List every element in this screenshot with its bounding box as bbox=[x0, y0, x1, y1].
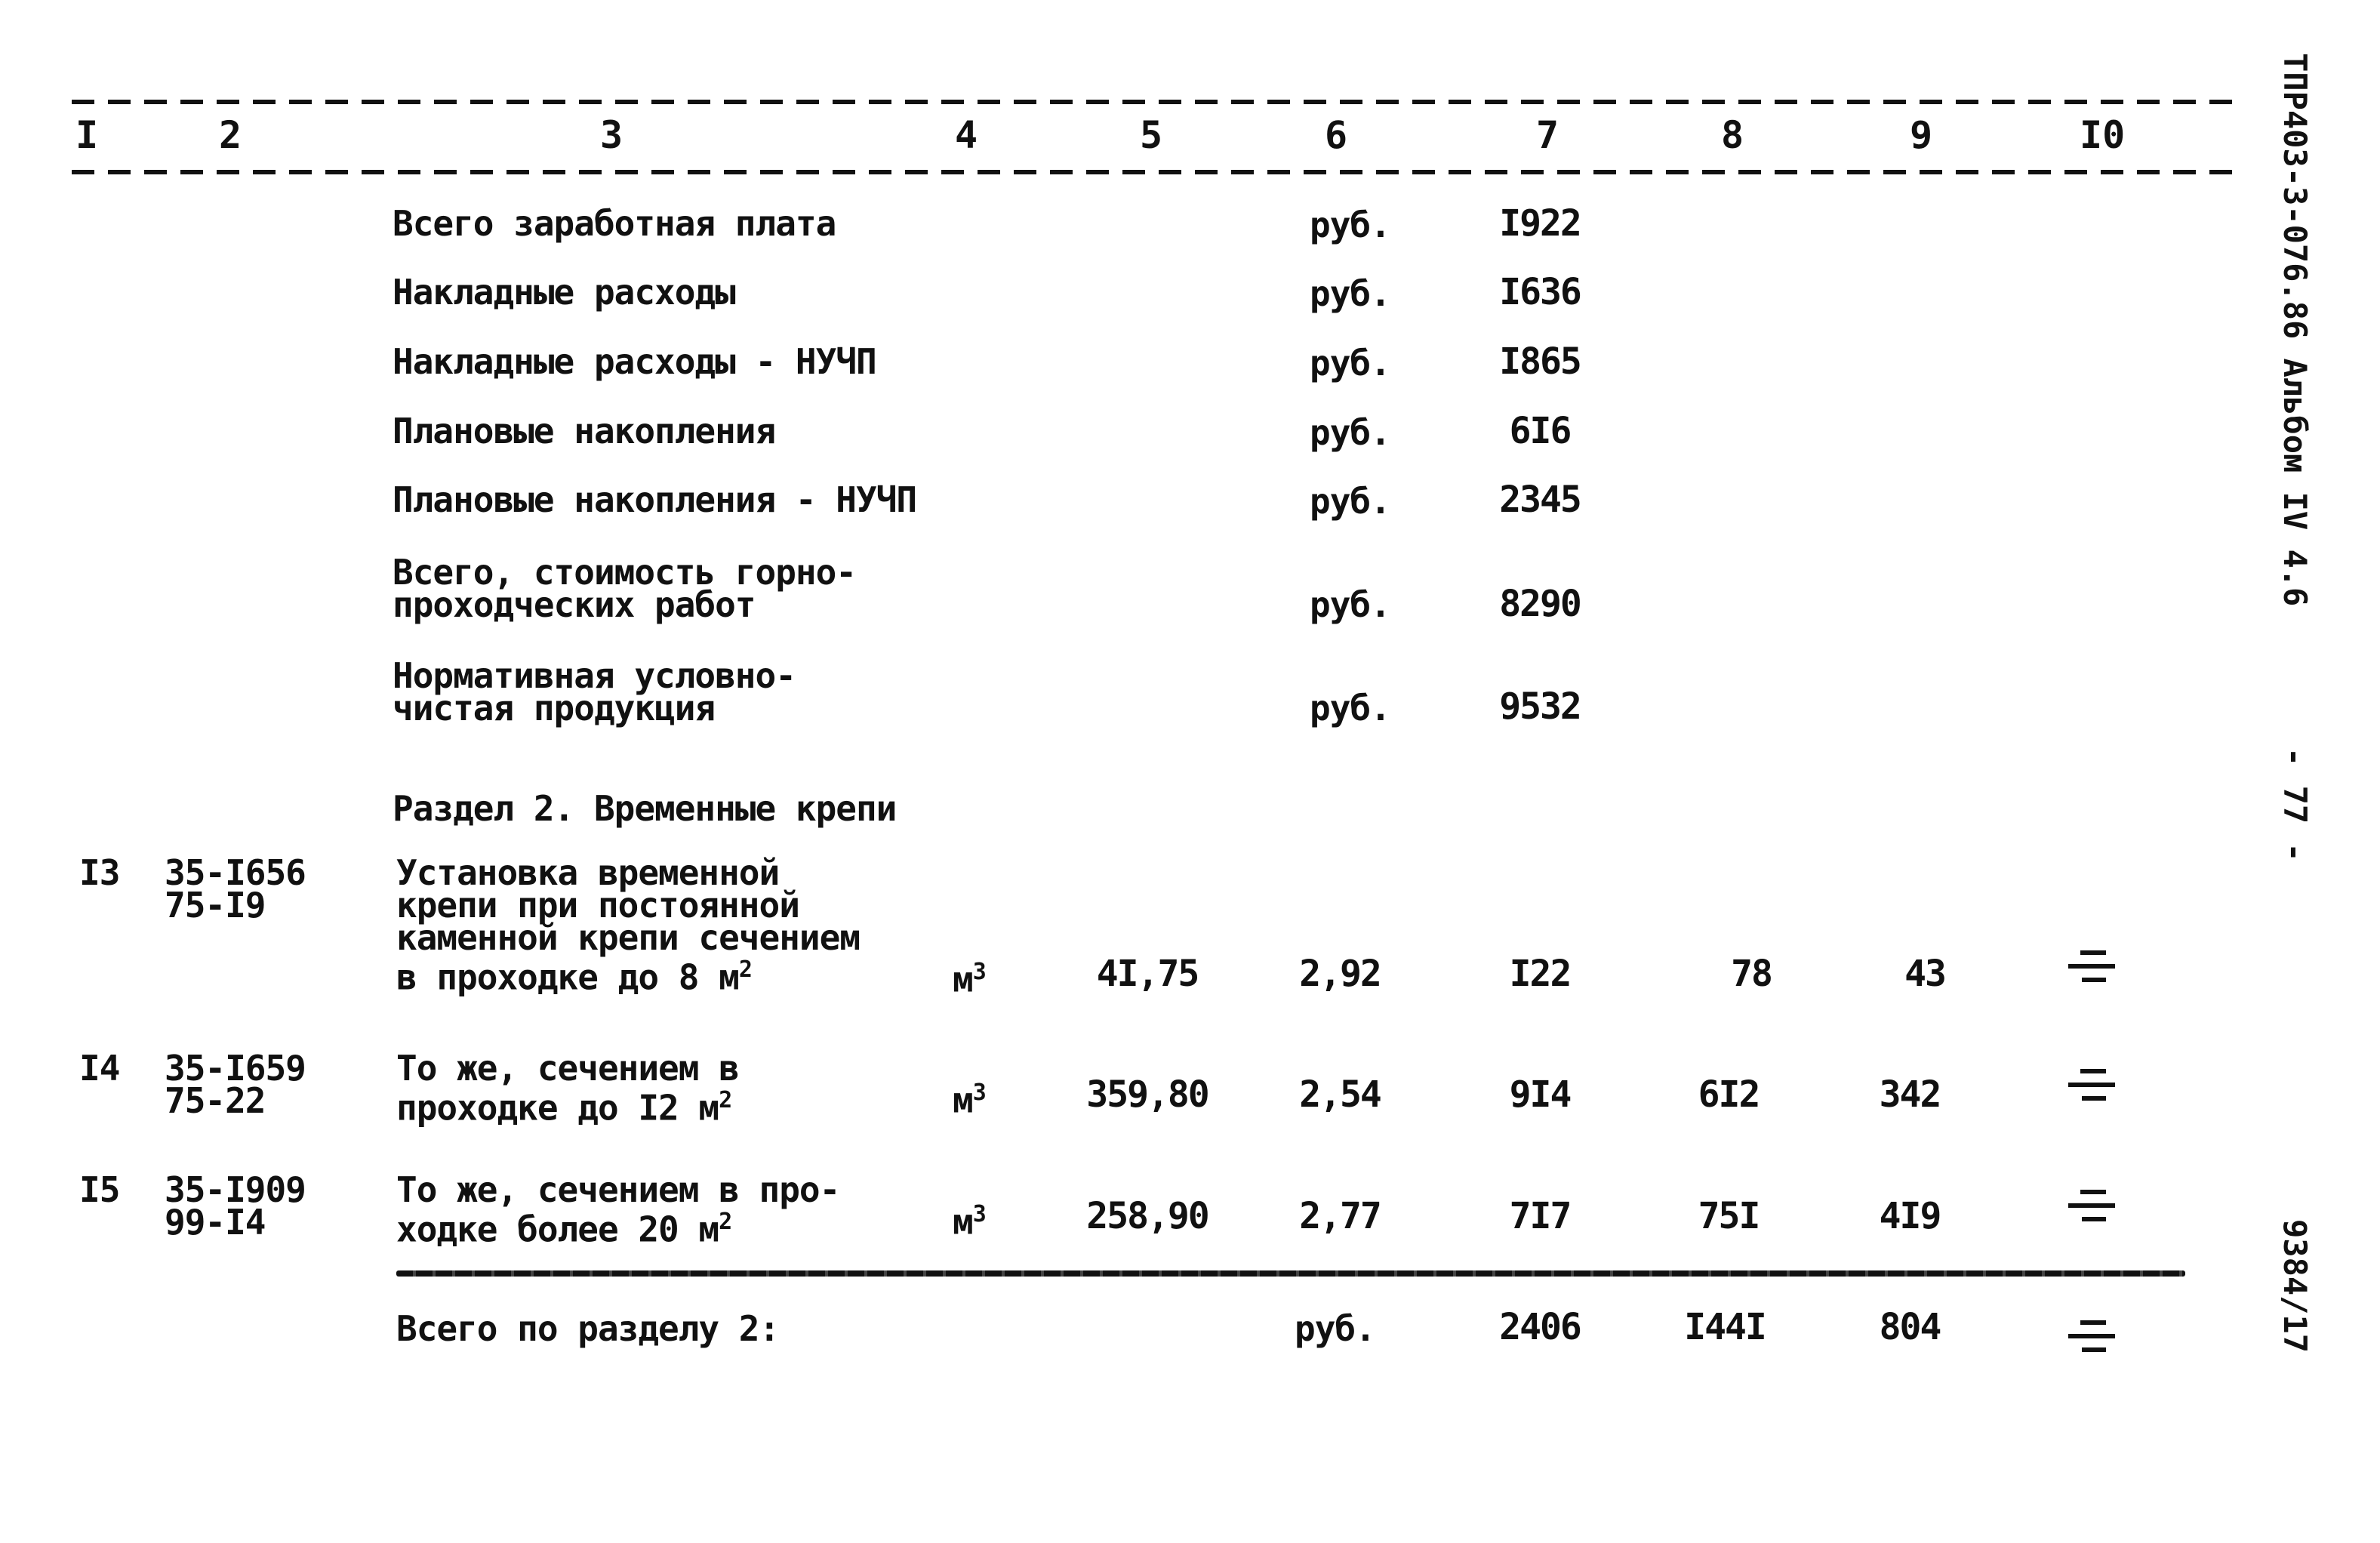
row-desc: каменной крепи сечением bbox=[396, 917, 860, 958]
section-title: Раздел 2. Временные крепи bbox=[393, 788, 897, 829]
summary-value: I636 bbox=[1499, 271, 1581, 313]
row-col7: I22 bbox=[1509, 953, 1571, 995]
row-code-2: 99-I4 bbox=[165, 1202, 266, 1243]
summary-value: 2345 bbox=[1499, 479, 1581, 521]
row-code: 35-I659 bbox=[165, 1048, 306, 1089]
summary-label: Всего, стоимость горно- bbox=[393, 552, 856, 593]
row-desc: То же, сечением в про- bbox=[396, 1169, 840, 1210]
row-col5: 4I,75 bbox=[1096, 953, 1199, 995]
row-number: I4 bbox=[79, 1048, 120, 1089]
side-album-label: ТПР403-3-076.86 Альбом IV 4.6 bbox=[2277, 53, 2314, 607]
row-desc: То же, сечением в bbox=[396, 1048, 739, 1089]
row-col8: 78 bbox=[1731, 953, 1772, 995]
row-col7: 9I4 bbox=[1509, 1073, 1571, 1116]
row-unit: $м^3$ bbox=[953, 1201, 986, 1243]
col-header-8: 8 bbox=[1721, 113, 1744, 157]
side-doc-number: 9384/17 bbox=[2277, 1219, 2314, 1354]
col10-mark bbox=[2068, 1187, 2114, 1224]
row-col6: 2,54 bbox=[1299, 1073, 1381, 1116]
col-header-3: 3 bbox=[600, 113, 623, 157]
col-header-5: 5 bbox=[1140, 113, 1163, 157]
summary-label-line2: чистая продукция bbox=[393, 688, 716, 728]
summary-label: Плановые накопления - НУЧП bbox=[393, 479, 917, 520]
summary-value: 9532 bbox=[1499, 685, 1581, 728]
col10-mark bbox=[2068, 1317, 2114, 1355]
summary-label: Накладные расходы bbox=[393, 272, 735, 313]
total-unit: руб. bbox=[1295, 1308, 1375, 1349]
col10-mark bbox=[2068, 947, 2114, 985]
side-page-number: - 77 - bbox=[2277, 747, 2314, 862]
summary-unit: руб. bbox=[1310, 481, 1390, 522]
summary-unit: руб. bbox=[1310, 688, 1390, 728]
col-header-4: 4 bbox=[955, 113, 978, 157]
summary-value: I865 bbox=[1499, 340, 1581, 383]
row-desc: крепи при постоянной bbox=[396, 885, 799, 925]
row-desc: в проходке до 8 $м^2$ bbox=[396, 956, 752, 998]
row-col6: 2,77 bbox=[1299, 1195, 1381, 1237]
col-header-6: 6 bbox=[1325, 113, 1348, 157]
summary-value: 8290 bbox=[1499, 583, 1581, 625]
summary-unit: руб. bbox=[1310, 205, 1390, 245]
col-header-7: 7 bbox=[1536, 113, 1559, 157]
summary-unit: руб. bbox=[1310, 273, 1390, 314]
summary-unit: руб. bbox=[1310, 412, 1390, 453]
summary-label: Нормативная условно- bbox=[393, 655, 796, 696]
total-col7: 2406 bbox=[1499, 1306, 1581, 1348]
col10-mark bbox=[2068, 1066, 2114, 1104]
row-code: 35-I656 bbox=[165, 852, 306, 893]
row-unit: $м^3$ bbox=[953, 1079, 986, 1121]
row-number: I3 bbox=[79, 852, 120, 893]
row-desc: ходке более 20 $м^2$ bbox=[396, 1209, 732, 1250]
row-unit: $м^3$ bbox=[953, 959, 986, 1000]
summary-unit: руб. bbox=[1310, 343, 1390, 383]
col-header-9: 9 bbox=[1910, 113, 1933, 157]
row-col5: 359,80 bbox=[1086, 1073, 1208, 1116]
row-col8: 75I bbox=[1698, 1195, 1760, 1237]
row-col5: 258,90 bbox=[1086, 1195, 1208, 1237]
header-bottom-rule bbox=[72, 170, 2238, 174]
row-desc: Установка временной bbox=[396, 852, 780, 893]
summary-label: Накладные расходы - НУЧП bbox=[393, 341, 876, 382]
col-header-2: 2 bbox=[219, 113, 242, 157]
col-header-1: I bbox=[75, 113, 99, 157]
section-total-rule bbox=[396, 1270, 2185, 1277]
total-label: Всего по разделу 2: bbox=[396, 1308, 780, 1349]
header-top-rule bbox=[72, 100, 2238, 104]
row-code: 35-I909 bbox=[165, 1169, 306, 1210]
summary-value: 6I6 bbox=[1509, 410, 1571, 452]
row-number: I5 bbox=[79, 1169, 120, 1210]
row-code-2: 75-22 bbox=[165, 1080, 266, 1121]
row-col7: 7I7 bbox=[1509, 1195, 1571, 1237]
row-col9: 342 bbox=[1879, 1073, 1941, 1116]
summary-value: I922 bbox=[1499, 202, 1581, 245]
row-col9: 43 bbox=[1904, 953, 1945, 995]
row-col8: 6I2 bbox=[1698, 1073, 1760, 1116]
row-code-2: 75-I9 bbox=[165, 885, 266, 925]
summary-label-line2: проходческих работ bbox=[393, 584, 756, 625]
col-header-10: I0 bbox=[2080, 113, 2126, 157]
summary-label: Всего заработная плата bbox=[393, 203, 836, 244]
summary-unit: руб. bbox=[1310, 584, 1390, 625]
summary-label: Плановые накопления bbox=[393, 411, 776, 451]
row-desc: проходке до I2 $м^2$ bbox=[396, 1087, 732, 1129]
row-col6: 2,92 bbox=[1299, 953, 1381, 995]
total-col8: I44I bbox=[1684, 1306, 1766, 1348]
total-col9: 804 bbox=[1879, 1306, 1941, 1348]
row-col9: 4I9 bbox=[1879, 1195, 1941, 1237]
